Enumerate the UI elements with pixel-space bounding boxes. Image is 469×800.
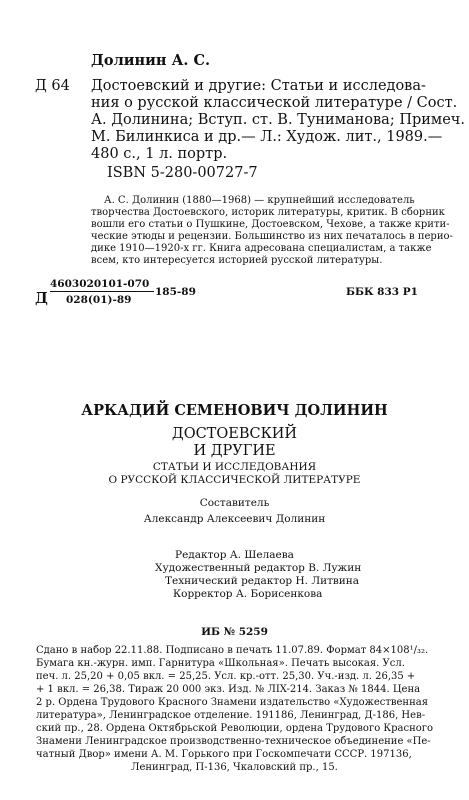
index-numerator: 4603020101-070 [50,278,150,290]
description-line: М. Билинкиса и др.— Л.: Худож. лит., 1989.— [91,129,443,145]
description-line: Достоевский и другие: Статьи и исследова- [91,78,426,94]
index-letter: Д [35,290,48,307]
isbn: ISBN 5-280-00727-7 [107,165,258,181]
annotation-line: ческие этюды и рецензии. Большинство из них печаталось в перио- [91,231,453,242]
description-line: А. Долинина; Вступ. ст. В. Туниманова; Примеч. [91,112,465,128]
imprint-line: 2 р. Ордена Трудового Красного Знамени издательство «Художественная [36,697,429,708]
annotation-line: вошли его статьи о Пушкине, Достоевском, Чехове, а также крити- [91,219,450,230]
annotation-line: А. С. Долинин (1880—1968) — крупнейший исследователь [104,195,415,206]
book-title-line: И ДРУГИЕ [193,443,276,459]
annotation-line: дике 1910—1920-х гг. Книга адресована специалистам, а также [91,243,432,254]
annotation-line: творчества Достоевского, историк литературы, критик. В сборник [91,207,445,218]
index-fraction [50,278,154,308]
compiler-label: Составитель [199,497,270,509]
credit-line: Редактор А. Шелаева [175,549,294,561]
description-line: 480 с., 1 л. портр. [91,146,228,162]
imprint-line: чатный Двор» имени А. М. Горького при Госкомпечати СССР. 197136, [36,749,412,760]
subtitle-line: О РУССКОЙ КЛАССИЧЕСКОЙ ЛИТЕРАТУРЕ [108,474,361,486]
imprint-line: ский пр., 28. Ордена Октябрьской Революции, ордена Трудового Красного [36,723,434,734]
annotation-line: всем, кто интересуется историей русской литературы. [91,255,383,266]
credit-line: Технический редактор Н. Литвина [165,575,360,587]
imprint-line: Знамени Ленинградское производственно-техническое объединение «Пе- [36,736,431,747]
book-title-line: ДОСТОЕВСКИЙ [171,426,298,442]
credit-line: Корректор А. Борисенкова [173,588,323,600]
fraction-line [50,291,154,292]
description-line: ния о русской классической литературе / Сост. [91,95,458,111]
compiler-name: Александр Алексеевич Долинин [143,513,326,525]
book-author: АРКАДИЙ СЕМЕНОВИЧ ДОЛИНИН [81,402,388,419]
imprint-line: Бумага кн.-журн. имп. Гарнитура «Школьная». Печать высокая. Усл. [36,658,405,669]
call-number: Д 64 [35,78,70,94]
imprint-line: печ. л. 25,20 + 0,05 вкл. = 25,25. Усл. кр.-отт. 25,30. Уч.-изд. л. 26,35 + [36,671,416,682]
ib-number: ИБ № 5259 [201,626,268,638]
author-heading: Долинин А. С. [91,52,211,69]
index-suffix: 185-89 [155,286,196,298]
imprint-line: Ленинград, П-136, Чкаловский пр., 15. [131,762,338,773]
index-denominator: 028(01)-89 [66,294,132,306]
credit-line: Художественный редактор В. Лужин [155,562,362,574]
subtitle-line: СТАТЬИ И ИССЛЕДОВАНИЯ [152,461,317,473]
imprint-line: + 1 вкл. = 26,38. Тираж 20 000 экз. Изд. № ЛIX-214. Заказ № 1844. Цена [36,684,421,695]
imprint-line: Сдано в набор 22.11.88. Подписано в печать 11.07.89. Формат 84×108¹/₃₂. [36,645,429,656]
imprint-line: литература», Ленинградское отделение. 191186, Ленинград, Д-186, Нев- [36,710,426,721]
bbk-code: ББК 833 Р1 [346,286,418,298]
